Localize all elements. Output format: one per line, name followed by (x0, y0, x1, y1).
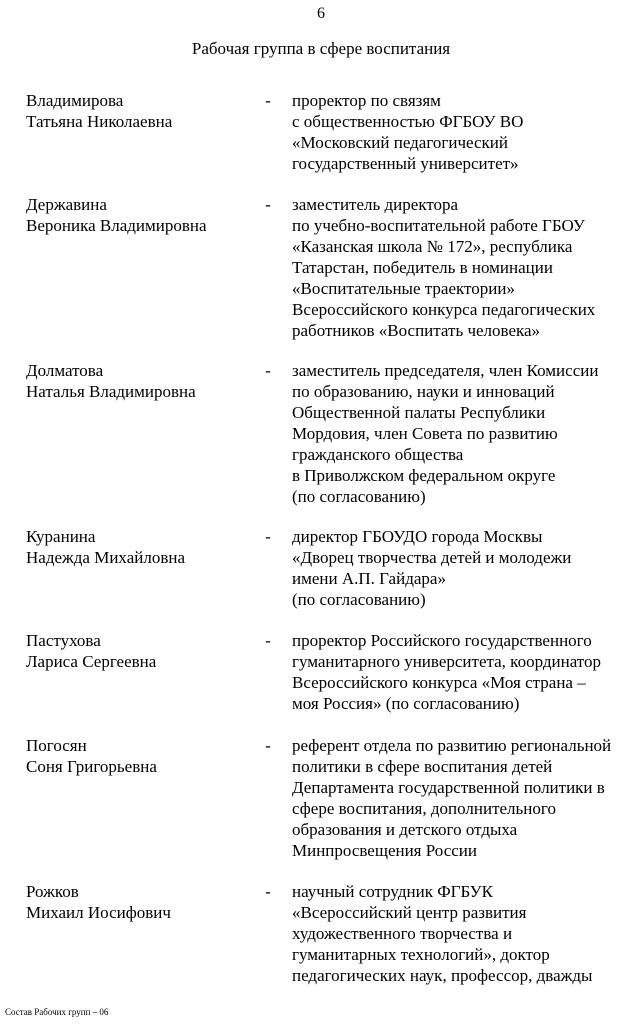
page-footer: Состав Рабочих групп – 06 (5, 1007, 109, 1017)
role-line: гражданского общества (292, 445, 464, 464)
page-number: 6 (317, 5, 325, 22)
member-name (26, 735, 256, 777)
role-line: гуманитарного университета, координатор (292, 652, 602, 671)
member-surname: Державина (26, 195, 107, 214)
member-surname: Рожков (26, 882, 79, 901)
role-line: директор ГБОУДО города Москвы (292, 527, 543, 546)
member-surname: Погосян (26, 736, 87, 755)
separator-dash: - (265, 631, 271, 650)
role-line: гуманитарных технологий», доктор (292, 945, 550, 964)
role-line: педагогических наук, профессор, дважды (292, 966, 593, 985)
role-line: политики в сфере воспитания детей (292, 757, 553, 776)
member-given-names: Татьяна Николаевна (26, 112, 173, 131)
member-given-names: Михаил Иосифович (26, 903, 171, 922)
role-line: работников «Воспитать человека» (292, 321, 541, 340)
role-line: Минпросвещения России (292, 841, 477, 860)
role-line: Общественной палаты Республики (292, 403, 546, 422)
role-line: сфере воспитания, дополнительного (292, 799, 556, 818)
member-given-names: Наталья Владимировна (26, 382, 196, 401)
role-line: Мордовия, член Совета по развитию (292, 424, 558, 443)
member-given-names: Соня Григорьевна (26, 757, 157, 776)
member-name (26, 881, 256, 923)
role-line: проректор по связям (292, 91, 441, 110)
role-line: по образованию, науки и инноваций (292, 382, 555, 401)
member-role (292, 735, 640, 861)
role-line: Всероссийского конкурса педагогических (292, 300, 596, 319)
member-name (26, 90, 256, 132)
separator-dash: - (265, 736, 271, 755)
member-role (292, 194, 640, 341)
role-line: «Казанская школа № 172», республика (292, 237, 573, 256)
separator-dash: - (265, 91, 271, 110)
member-given-names: Лариса Сергеевна (26, 652, 157, 671)
role-line: имени А.П. Гайдара» (292, 569, 446, 588)
role-line: заместитель директора (292, 195, 459, 214)
separator-dash: - (265, 882, 271, 901)
member-given-names: Вероника Владимировна (26, 216, 207, 235)
role-line: «Московский педагогический (292, 133, 508, 152)
member-role (292, 90, 640, 174)
role-line: в Приволжском федеральном округе (292, 466, 556, 485)
role-line: Департамента государственной политики в (292, 778, 605, 797)
role-line: государственный университет» (292, 154, 519, 173)
role-line: Всероссийского конкурса «Моя страна – (292, 673, 586, 692)
member-role (292, 526, 640, 610)
member-surname: Владимирова (26, 91, 124, 110)
member-name (26, 194, 256, 236)
member-role (292, 630, 640, 714)
role-line: моя Россия» (по согласованию) (292, 694, 520, 713)
separator-dash: - (265, 527, 271, 546)
role-line: «Воспитательные траектории» (292, 279, 515, 298)
member-surname: Пастухова (26, 631, 101, 650)
member-name (26, 526, 256, 568)
role-line: по учебно-воспитательной работе ГБОУ (292, 216, 585, 235)
separator-dash: - (265, 361, 271, 380)
role-line: Татарстан, победитель в номинации (292, 258, 553, 277)
role-line: научный сотрудник ФГБУК (292, 882, 494, 901)
role-line: (по согласованию) (292, 590, 426, 609)
member-role (292, 881, 640, 986)
member-surname: Долматова (26, 361, 104, 380)
role-line: заместитель председателя, член Комиссии (292, 361, 599, 380)
role-line: образования и детского отдыха (292, 820, 518, 839)
role-line: с общественностью ФГБОУ ВО (292, 112, 524, 131)
member-surname: Куранина (26, 527, 96, 546)
role-line: «Дворец творчества детей и молодежи (292, 548, 572, 567)
member-role (292, 360, 640, 507)
member-name (26, 360, 256, 402)
member-given-names: Надежда Михайловна (26, 548, 185, 567)
role-line: проректор Российского государственного (292, 631, 592, 650)
member-name (26, 630, 256, 672)
separator-dash: - (265, 195, 271, 214)
role-line: (по согласованию) (292, 487, 426, 506)
role-line: «Всероссийский центр развития (292, 903, 527, 922)
page-title: Рабочая группа в сфере воспитания (191, 39, 451, 58)
role-line: референт отдела по развитию региональной (292, 736, 612, 755)
role-line: художественного творчества и (292, 924, 513, 943)
